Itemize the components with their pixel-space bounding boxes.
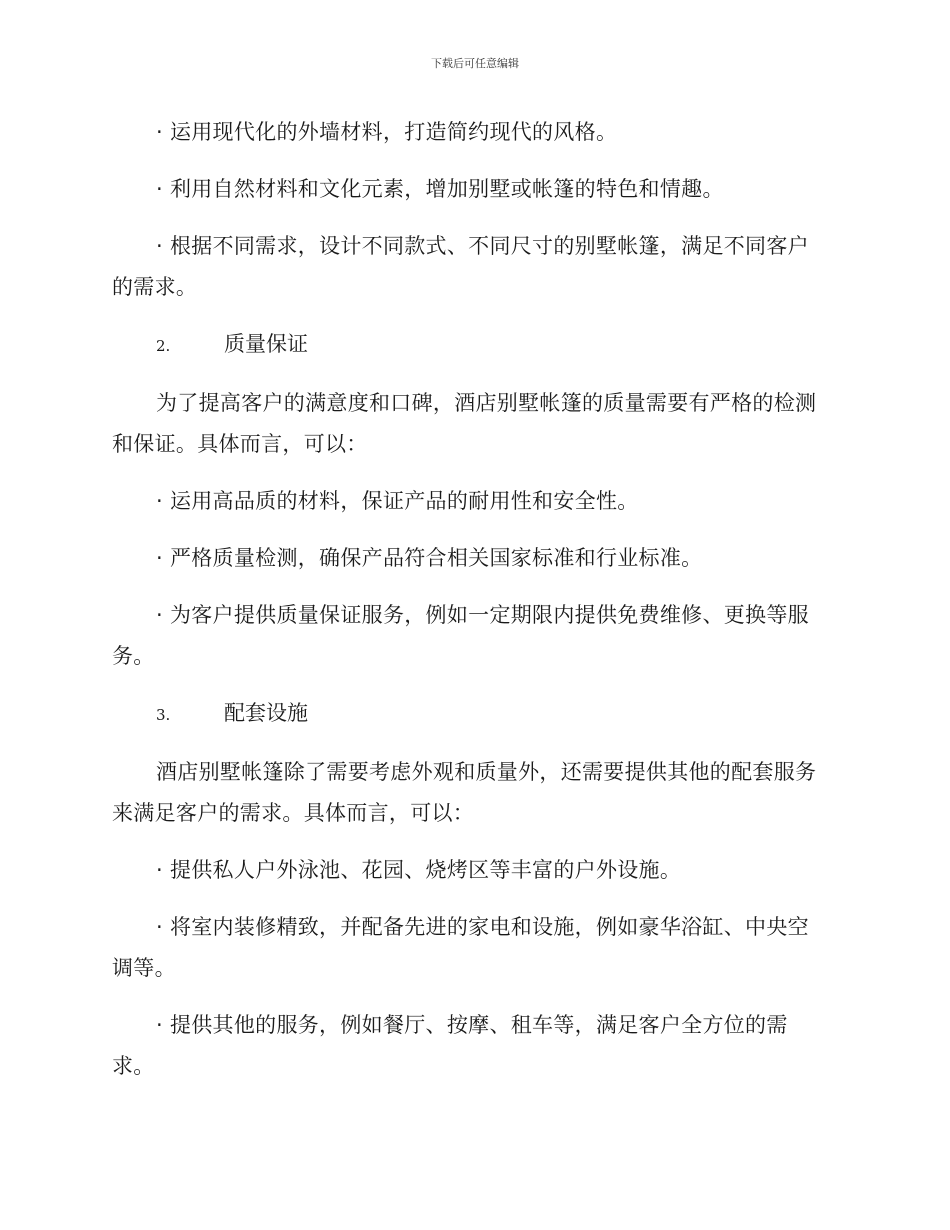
section-heading-quality xyxy=(112,324,830,367)
bullet-paragraph: · 利用自然材料和文化元素，增加别墅或帐篷的特色和情趣。 xyxy=(156,177,724,201)
bullet-paragraph: · 提供私人户外泳池、花园、烧烤区等丰富的户外设施。 xyxy=(156,858,682,882)
bullet-paragraph: · 运用高品质的材料，保证产品的耐用性和安全性。 xyxy=(156,489,639,513)
bullet-paragraph: · 严格质量检测，确保产品符合相关国家标准和行业标准。 xyxy=(156,546,703,570)
body-paragraph: 为了提高客户的满意度和口碑，酒店别墅帐篷的质量需要有严格的检测和保证。具体而言，可以： xyxy=(112,391,817,456)
bullet-paragraph: · 为客户提供质量保证服务，例如一定期限内提供免费维修、更换等服务。 xyxy=(112,603,809,668)
section-number: 3. xyxy=(156,706,171,724)
section-heading-facilities xyxy=(112,693,830,736)
section-number: 2. xyxy=(156,337,171,355)
section-title: 配套设施 xyxy=(224,701,308,725)
body-paragraph: 酒店别墅帐篷除了需要考虑外观和质量外，还需要提供其他的配套服务来满足客户的需求。具体而言，可以： xyxy=(112,760,817,825)
bullet-paragraph: · 根据不同需求，设计不同款式、不同尺寸的别墅帐篷，满足不同客户的需求。 xyxy=(112,234,809,299)
document-body xyxy=(112,112,830,1103)
bullet-paragraph: · 提供其他的服务，例如餐厅、按摩、租车等，满足客户全方位的需求。 xyxy=(112,1013,788,1078)
page-header: 下载后可任意编辑 xyxy=(431,57,519,70)
bullet-paragraph: · 将室内装修精致，并配备先进的家电和设施，例如豪华浴缸、中央空调等。 xyxy=(112,915,809,980)
bullet-paragraph: · 运用现代化的外墙材料，打造简约现代的风格。 xyxy=(156,120,618,144)
section-title: 质量保证 xyxy=(224,332,308,356)
